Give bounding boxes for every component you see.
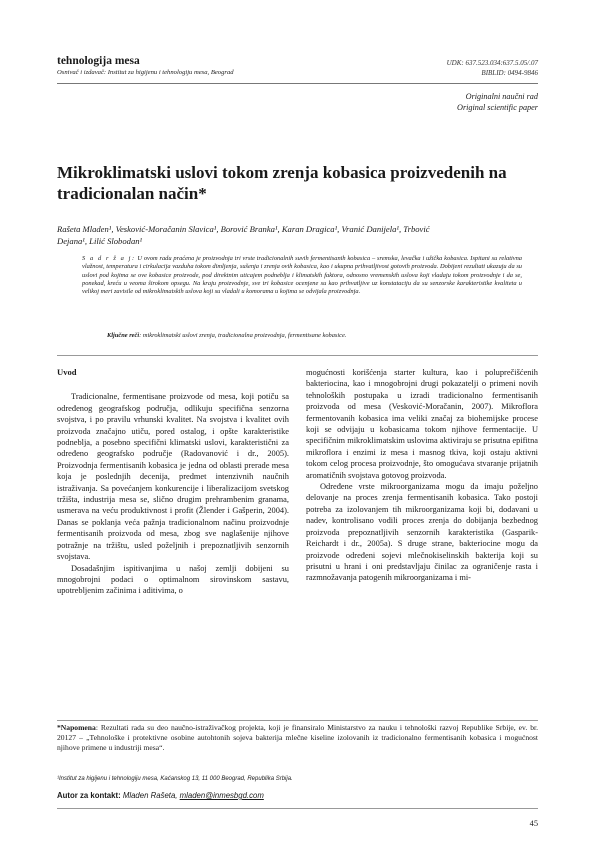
page-number: 45 xyxy=(529,819,538,828)
abstract-lead: S a d r ž a j: xyxy=(82,255,136,262)
publisher-line: Osnivač i izdavač: Institut za higijenu i tehnologiju mesa, Beograd xyxy=(57,69,234,76)
affiliation: ¹Institut za higijenu i tehnologiju mesa, Kaćanskog 13, 11 000 Beograd, Republika Srbija. xyxy=(57,776,293,782)
paper-type-en: Original scientific paper xyxy=(457,102,538,112)
abstract xyxy=(82,255,522,296)
udk-code: UDK: 637.523.034:637.5.05/.07 xyxy=(446,59,538,67)
note-label: *Napomena xyxy=(57,723,96,732)
contact-line xyxy=(57,791,538,800)
author-list xyxy=(57,223,538,247)
keywords xyxy=(107,332,527,340)
column-left xyxy=(57,367,289,597)
note-text: : Rezultati rada su deo naučno-istraživačkog projekta, koji je finansiralo Ministarstvo za nauku i tehnološki razvoj Republike Srbije, ev. br. 20127 – „Tehnološke i protektivne osobine autohtonih sojeva bakterija mlečne kiseline izolovanih iz tradicionalno fermentisanih kobasica i mogućnost njihove primene u industriji mesa“. xyxy=(57,723,538,753)
paragraph: Dosadašnjim ispitivanjima u našoj zemlji dobijeni su mnogobrojni podaci o optimalnom sirovinskom sastavu, upotrebljenim začinima i aditivima, o xyxy=(57,563,289,596)
paragraph: mogućnosti korišćenja starter kultura, kao i poluprečišćenih bakteriocina, kao i mnogobrojni drugi pokazatelji o primeni novih tehnoloških postupaka u izradi tradicionalno fermentisanih proizvoda od mesa (Vesković-Moračanin, 2007). Mikroflora fermentovanih kobasica ima veliki značaj za biohemijske procese koji se odvijaju u kobasicama tokom njihove fermentacije. U specifičnim mikroklimatskim uslovima aktiviraju se prisutna epifitna mikroflora i enzimi iz mesa i masnog tkiva, koji ostaju aktivni tokom celog procesa proizvodnje, što omogućava stvaranje prijatnih aromatičnih svojstava gotovog proizvoda. xyxy=(306,368,538,480)
biblid-code: BIBLID: 0494-9846 xyxy=(481,69,538,77)
header-rule xyxy=(57,83,538,84)
column-right xyxy=(306,367,538,584)
section-heading: Uvod xyxy=(57,367,77,377)
author-line-2: Dejana¹, Lilić Slobodan¹ xyxy=(57,236,143,246)
author-line-1: Rašeta Mladen¹, Vesković-Moračanin Slavica¹, Borović Branka¹, Karan Dragica¹, Vranić Danijela¹, Trbović xyxy=(57,224,430,234)
journal-name: tehnologija mesa xyxy=(57,55,140,67)
contact-name: Mladen Rašeta, xyxy=(122,791,178,800)
paragraph: Određene vrste mikroorganizama mogu da imaju poželjno delovanje na proces zrenja fermentisanih kobasica. Tako postoji potreba za izolovanjem tih mikroorganizama koji bi, dodavani u nadev, kontrolisano vodili proces zrenja do dobijanja bezbednog proizvoda prepoznatljivih senzornih karakteristika (Gasparik-Reichardt i dr., 2005a). S druge strane, bakteriocine mogu da proizvode određeni sojevi mlečnokiselinskih bakterija koji su prisutni u hrani i oni predstavljaju činilac za ograničenje rasta i razmnožavanja patogenih mikroorganizama i mi- xyxy=(306,482,538,583)
contact-label: Autor za kontakt: xyxy=(57,791,121,800)
abstract-text: U ovom radu praćena je proizvodnja tri vrste tradicionalnih suvih fermentisanih kobasica – sremska, levačka i užička kobasica. Ispitani su relativna vlažnost, temperatura i cirkulacija vazduha tokom dimljenja, sušenja i zrenja ovih kobasica, kao i ukupna prihvatljivost gotovih proizvoda. Dobijeni rezultati ukazuju da su uslovi pod kojima se ove kobasice proizvode, pod direktnim uticajem podneblja i klimatskih faktora, odnosno vremenskih uslova koji vladaju tokom proizvodnje i da se, ponekad, kreću u veoma širokom opsegu. Na kraju proizvodnje, sve tri kobasice ocenjene su kao prihvatljive uz konstataciju da su senzorske karakteristike kvaliteta u velikoj meri zavisile od mikroklimatskih uslova koji su vladali u komorama u kojima se odvijala proizvodnja. xyxy=(82,255,522,296)
footnote-rule xyxy=(57,720,538,721)
footer-rule xyxy=(57,808,538,809)
paper-title: Mikroklimatski uslovi tokom zrenja kobasica proizvedenih na tradicionalan način* xyxy=(57,163,507,203)
journal-header xyxy=(57,55,538,76)
paper-type-sr: Originalni naučni rad xyxy=(465,92,538,101)
paragraph: Tradicionalne, fermentisane proizvode od mesa, koji potiču sa određenog geografskog područja, odlikuju specifična senzorna svojstva, i po pravilu vrhunski kvalitet. Na svojstva i kvalitet ovih proizvoda značajno utiču, pored ostalog, i opšte karakteristike podneblja, a posebno specifični klimatski uslovi, karakteristični za određeno geografsko područje (Radovanović i dr., 2005). Proizvodnja fermentisanih kobasica je jedna od oblasti prerade mesa koja je poslednjih decenija, predmet intenzivnih naučnih istraživanja. Sa povećanjem konkurencije i liberalizacijom svetskog tržišta, industrija mesa se, slično drugim prehrambenim granama, usmerava na veću produktivnost i profit (Žlender i Gašperin, 2004). Danas se poklanja veća pažnja tradicionalnom načinu proizvodnje fermentisanih proizvoda od mesa, zbog sve naglašenije njihove potražnje na tržištu, usled poželjnih i prepoznatljivih senzornih svojstava. xyxy=(57,392,289,562)
keywords-label: Ključne reči xyxy=(107,332,140,339)
paper-type xyxy=(457,92,538,113)
contact-email-link[interactable]: mladen@inmesbgd.com xyxy=(179,791,264,800)
udk-block xyxy=(447,58,538,78)
keywords-text: : mikroklimatski uslovi zrenja, tradicionalna proizvodnja, fermentisane kobasice. xyxy=(139,332,347,339)
funding-note xyxy=(57,723,538,754)
abstract-rule xyxy=(57,355,538,356)
